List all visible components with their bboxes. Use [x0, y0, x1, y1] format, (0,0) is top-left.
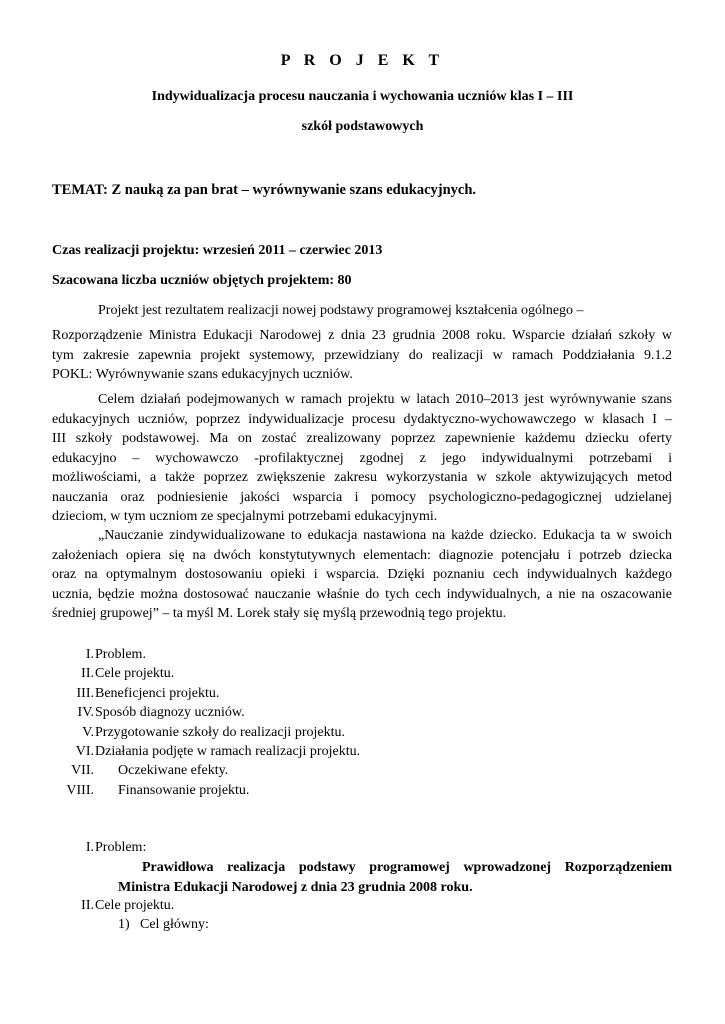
toc-item-number: II. — [81, 666, 94, 682]
paragraph3-line2: założeniach opiera się na dwóch konstytutywnych elementach: diagnozie potencjału i potrzeb dziecka — [52, 547, 672, 563]
project-subtitle-line2: szkół podstawowych — [301, 119, 424, 134]
paragraph1-line3: tym zakresie zapewnia projekt systemowy, przewidziany do realizacji w ramach Poddziałania 9.1.2 — [52, 347, 672, 363]
paragraph2-line1: Celem działań podejmowanych w ramach projektu w latach 2010–2013 jest wyrównywanie szans — [98, 392, 672, 407]
paragraph1-line2: Rozporządzenie Ministra Edukacji Narodowej z dnia 23 grudnia 2008 roku. Wsparcie działań szkoły w — [52, 328, 672, 343]
paragraph3-line5: średniej grupowej” – ta myśl M. Lorek stały się myślą przewodnią tego projektu. — [52, 606, 507, 621]
section-heading-label: Problem: — [95, 840, 147, 855]
toc-item-label: Beneficjenci projektu. — [95, 685, 220, 701]
paragraph2-line4: edukacyjno – wychowawczo -profilaktycznej zgodnej z jego indywidualnymi potrzebami i — [52, 450, 672, 466]
paragraph1 — [52, 326, 672, 385]
paragraph3-line4: ucznia, będzie można dostosować nauczanie właśnie do tych cech indywidualnych, a nie na oszacowanie — [52, 586, 672, 602]
toc-item-label: Przygotowanie szkoły do realizacji projektu. — [95, 724, 345, 740]
project-students-count: Szacowana liczba uczniów objętych projektem: 80 — [52, 273, 352, 288]
project-duration: Czas realizacji projektu: wrzesień 2011 – czerwiec 2013 — [52, 243, 383, 258]
project-topic: TEMAT: Z nauką za pan brat – wyrównywanie szans edukacyjnych. — [52, 182, 477, 198]
toc-item-number: VII. — [71, 763, 94, 779]
section-problem-body-line2: Ministra Edukacji Narodowej z dnia 23 grudnia 2008 roku. — [118, 880, 473, 895]
paragraph2 — [52, 390, 672, 527]
toc-item-number: VI. — [75, 743, 94, 759]
project-subtitle-line1: Indywidualizacja procesu nauczania i wychowania uczniów klas I – III — [151, 89, 574, 104]
toc-item-label: Działania podjęte w ramach realizacji projektu. — [95, 743, 361, 759]
paragraph2-line6: nauczania oraz podniesienie jakości wsparcia i pomocy psychologiczno-pedagogicznej udzielanej — [52, 489, 672, 505]
toc-item-number: IV. — [77, 705, 94, 721]
section-problem-body-line1: Prawidłowa realizacja podstawy programowej wprowadzonej Rozporządzeniem — [142, 860, 672, 875]
toc-item-label: Problem. — [95, 647, 146, 662]
paragraph3-line1: „Nauczanie zindywidualizowane to edukacja nastawiona na każde dziecko. Edukacja ta w swoich — [98, 528, 672, 543]
paragraph2-line5: możliwościami, a także poprzez zwiększenie zakresu wykorzystania w szkole aktywizujących metod — [52, 470, 672, 485]
paragraph3-line3: oraz na optymalnym dostosowaniu opieki i wsparcia. Dzięki poznaniu cech indywidualnych każdego — [52, 567, 672, 582]
paragraph1-line1: Projekt jest rezultatem realizacji nowej podstawy programowej kształcenia ogólnego – — [98, 303, 584, 318]
paragraph2-line7: dzieciom, w tym uczniom ze specjalnymi potrzebami edukacyjnymi. — [52, 509, 438, 524]
toc-item-number: VIII. — [66, 782, 94, 798]
toc-item-number: V. — [82, 724, 94, 740]
paragraph3 — [52, 526, 672, 624]
paragraph2-line2: edukacyjnych uczniów, poprzez indywidualizacje procesu dydaktyczno-wychowawczego w klasach I – — [52, 411, 672, 427]
toc-item-number: I. — [85, 647, 94, 662]
section-heading-label: Cele projektu. — [95, 898, 175, 913]
toc-item-label: Oczekiwane efekty. — [118, 763, 229, 779]
paragraph1-line4: POKL: Wyrównywanie szans edukacyjnych uczniów. — [52, 367, 353, 382]
toc-item-label: Sposób diagnozy uczniów. — [95, 705, 245, 721]
goal-item-main: Cel główny: — [140, 917, 209, 932]
toc-item-number: III. — [76, 685, 94, 701]
goal-item-number: 1) — [118, 917, 130, 932]
document-title: P R O J E K T — [280, 52, 445, 69]
toc-item-label: Finansowanie projektu. — [118, 782, 250, 798]
section-number: I. — [85, 840, 94, 855]
paragraph2-line3: III szkoły podstawowej. Ma on zostać zrealizowany poprzez zapewnienie każdemu dziecku oferty — [52, 431, 672, 446]
toc-item-label: Cele projektu. — [95, 666, 175, 682]
section-number: II. — [81, 898, 94, 913]
